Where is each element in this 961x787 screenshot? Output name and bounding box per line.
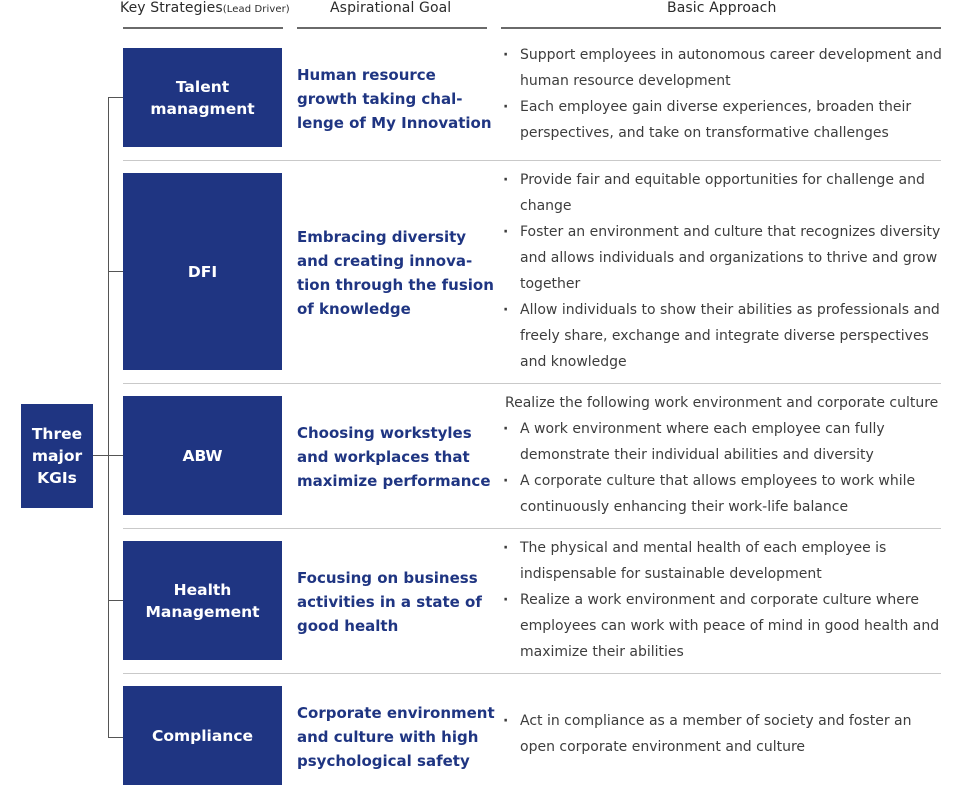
tree-branch-3 [108,455,123,456]
goal-text-compliance: Corporate environment and culture with high psychological safety [297,704,495,770]
tree-branch-2 [108,271,123,272]
tree-branch-4 [108,600,123,601]
strategy-box-abw: ABW [123,396,282,515]
header-rule-approach [501,27,941,29]
header-rule-goal [297,27,487,29]
header-approach: Basic Approach [667,0,777,16]
approach-abw [503,390,949,520]
approach-lead: Realize the following work environment and corporate culture [505,395,939,411]
approach-item: · A work environment where each employee can fully demonstrate their individual abilities and diversity [503,416,949,468]
strategy-box-talent: Talent managment [123,48,282,147]
approach-item: · Each employee gain diverse experiences, broaden their perspectives, and take on transformative challenges [503,94,949,146]
approach-health [503,535,949,665]
header-strategies [120,0,290,16]
goal-text-dfi: Embracing diversity and creating innova- tion through the fusion of knowledge [297,228,494,318]
approach-talent [503,42,949,146]
tree-stub [93,455,109,456]
goal-text-talent: Human resource growth taking chal- lenge of My Innovation [297,66,492,132]
approach-item: · The physical and mental health of each employee is indispensable for sustainable development [503,535,949,587]
goal-text-abw: Choosing workstyles and workplaces that maximize performance [297,424,491,490]
goal-text-health: Focusing on business activities in a state of good health [297,569,482,635]
row-divider [123,528,941,529]
header-rule-strategies [123,27,283,29]
strategy-box-compliance: Compliance [123,686,282,785]
tree-trunk [108,97,109,738]
kgi-box: Three major KGIs [21,404,93,508]
strategy-box-health: Health Management [123,541,282,660]
header-strategies-note: (Lead Driver) [222,4,290,15]
header-strategies-label: Key Strategies [120,0,223,16]
approach-item: · Allow individuals to show their abilities as professionals and freely share, exchange and integrate diverse perspectives and knowledge [503,297,949,375]
tree-branch-1 [108,97,123,98]
row-divider [123,383,941,384]
approach-item: · Support employees in autonomous career development and human resource development [503,42,949,94]
header-goal: Aspirational Goal [330,0,452,16]
approach-item: · Realize a work environment and corporate culture where employees can work with peace of mind in good health and maximize their abilities [503,587,949,665]
approach-dfi [503,167,949,375]
strategy-box-dfi: DFI [123,173,282,370]
row-divider [123,160,941,161]
row-divider [123,673,941,674]
tree-branch-5 [108,737,123,738]
approach-item: · Foster an environment and culture that recognizes diversity and allows individuals and organizations to thrive and grow together [503,219,949,297]
approach-compliance [503,708,949,760]
approach-item: · Provide fair and equitable opportunities for challenge and change [503,167,949,219]
approach-item: · Act in compliance as a member of society and foster an open corporate environment and culture [503,708,949,760]
approach-item: · A corporate culture that allows employees to work while continuously enhancing their work-life balance [503,468,949,520]
